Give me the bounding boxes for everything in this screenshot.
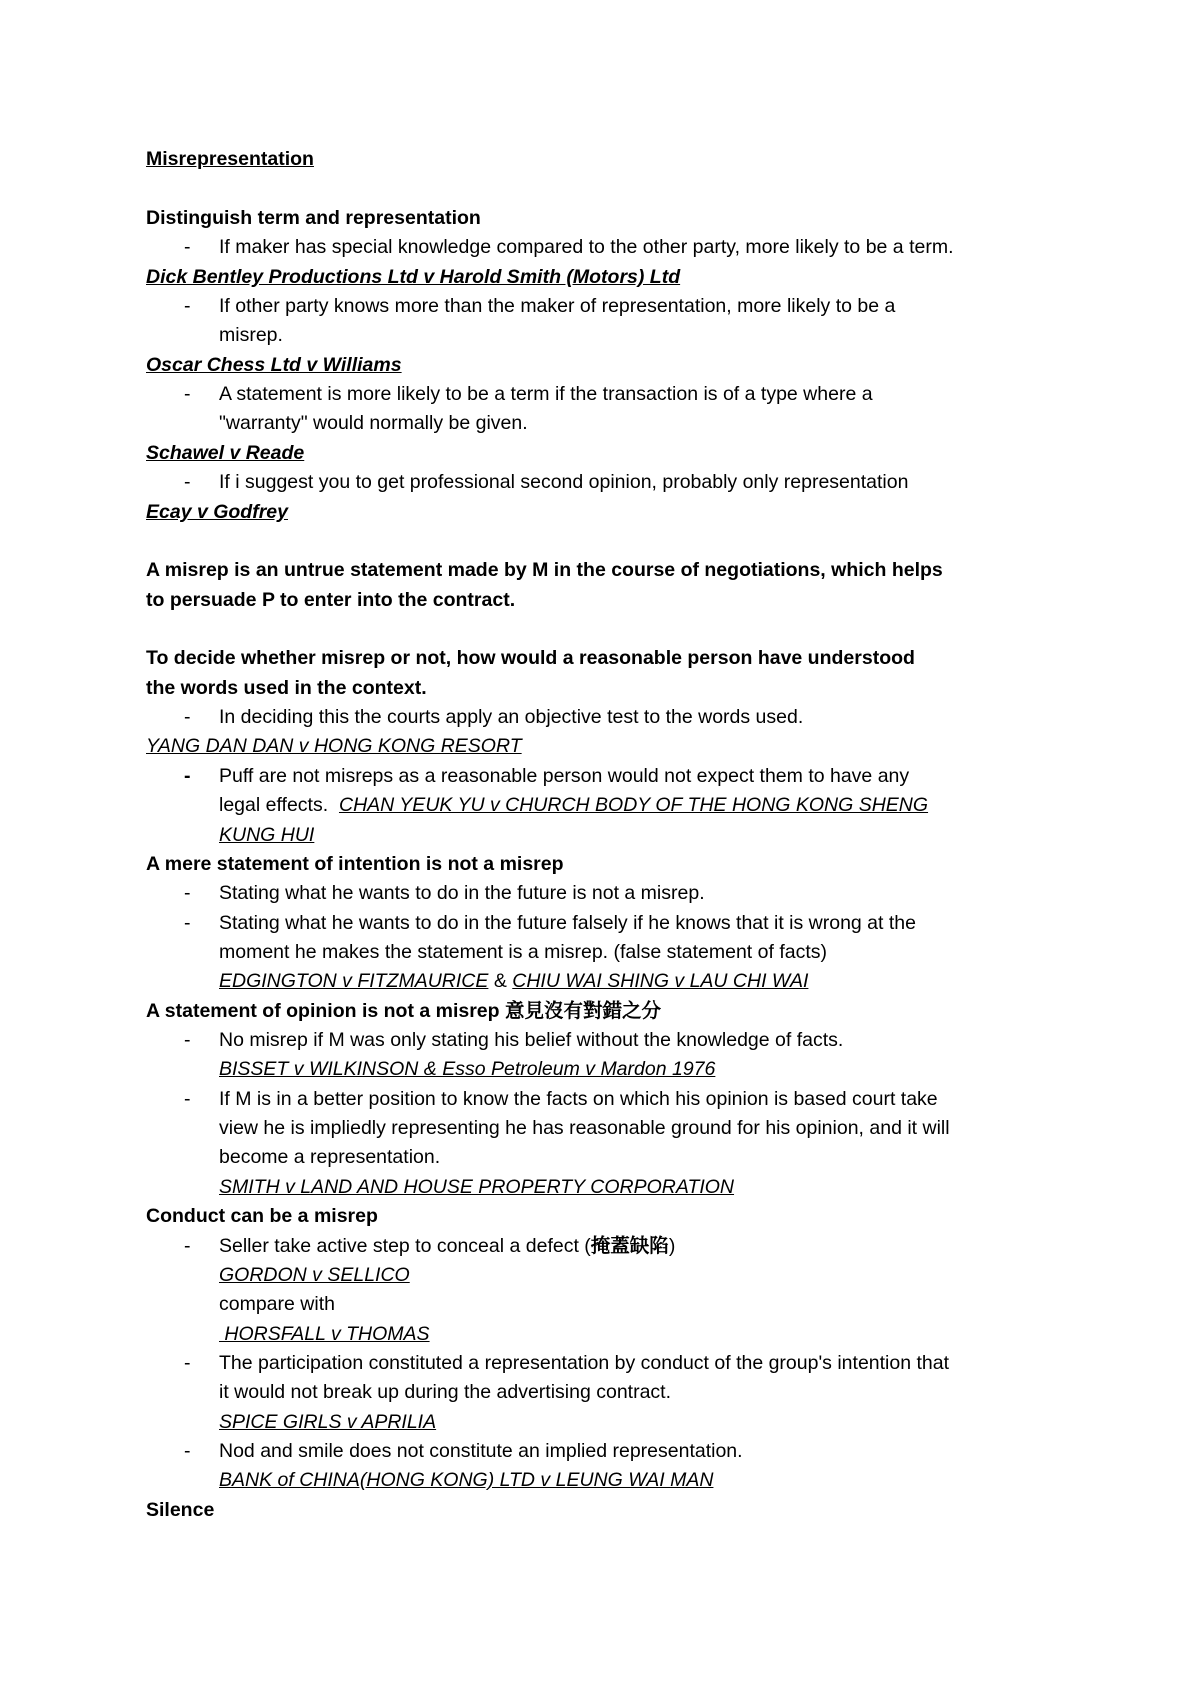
definition-line: A misrep is an untrue statement made by M in the course of negotiations, which helps [146,559,943,581]
case-citation: YANG DAN DAN v HONG KONG RESORT [146,735,522,757]
case-citation: SMITH v LAND AND HOUSE PROPERTY CORPORATION [219,1176,735,1198]
case-citation: BANK of CHINA(HONG KONG) LTD v LEUNG WAI MAN [219,1469,714,1491]
bullet-item: - Stating what he wants to do in the future is not a misrep. [184,882,705,904]
case-citation: Oscar Chess Ltd v Williams [146,354,402,376]
bullet-continuation: EDGINGTON v FITZMAURICE & CHIU WAI SHING v LAU CHI WAI [219,970,809,992]
bullet-item: - Seller take active step to conceal a defect (掩蓋缺陷) [184,1235,676,1257]
bullet-continuation [146,1260,1076,1290]
case-citation: GORDON v SELLICO [219,1264,410,1286]
section-heading-opinion: A statement of opinion is not a misrep 意見沒有對錯之分 [146,1000,661,1022]
bullet-continuation: compare with [219,1293,335,1315]
bullet-continuation: it would not break up during the advertising contract. [219,1381,672,1403]
section-heading-intention: A mere statement of intention is not a misrep [146,853,564,875]
case-citation: CHIU WAI SHING v LAU CHI WAI [512,970,809,992]
section-heading-conduct: Conduct can be a misrep [146,1205,378,1227]
bullet-continuation: legal effects. CHAN YEUK YU v CHURCH BODY OF THE HONG KONG SHENG [219,794,929,816]
bullet-item: - Nod and smile does not constitute an implied representation. [184,1440,743,1462]
bullet-continuation [146,1054,1076,1084]
page-title: Misrepresentation [146,148,314,170]
bullet-item: - Stating what he wants to do in the future falsely if he knows that it is wrong at the [184,912,916,934]
case-citation: Dick Bentley Productions Ltd v Harold Smith (Motors) Ltd [146,266,681,288]
bullet-item: - If maker has special knowledge compared to the other party, more likely to be a term. [184,236,954,258]
bullet-item: - If other party knows more than the maker of representation, more likely to be a [184,295,896,317]
section-heading-reasonable-person-cont: the words used in the context. [146,677,427,699]
section-heading-reasonable-person: To decide whether misrep or not, how would a reasonable person have understood [146,647,915,669]
case-citation: SPICE GIRLS v APRILIA [219,1411,437,1433]
definition-line: to persuade P to enter into the contract. [146,589,516,611]
case-citation: CHAN YEUK YU v CHURCH BODY OF THE HONG KONG SHENG [338,794,929,816]
bullet-continuation [146,1319,1076,1349]
case-citation: BISSET v WILKINSON & Esso Petroleum v Mardon 1976 [219,1058,716,1080]
section-heading-term-vs-representation: Distinguish term and representation [146,207,481,229]
bullet-item: - A statement is more likely to be a term if the transaction is of a type where a [184,383,873,405]
bullet-continuation [146,820,1076,850]
case-citation: Ecay v Godfrey [146,501,288,523]
bullet-continuation [146,1465,1076,1495]
section-heading-silence: Silence [146,1499,215,1521]
bullet-continuation: "warranty" would normally be given. [219,412,528,434]
bullet-continuation [146,1172,1076,1202]
bullet-continuation: become a representation. [219,1146,441,1168]
bullet-item: - No misrep if M was only stating his belief without the knowledge of facts. [184,1029,844,1051]
bullet-item: - The participation constituted a representation by conduct of the group's intention that [184,1352,950,1374]
bullet-continuation: moment he makes the statement is a misrep. (false statement of facts) [219,941,827,963]
case-citation: HORSFALL v THOMAS [219,1323,430,1345]
bullet-item: - Puff are not misreps as a reasonable person would not expect them to have any [184,765,910,787]
case-citation: KUNG HUI [219,824,315,846]
bullet-item: - In deciding this the courts apply an objective test to the words used. [184,706,804,728]
bullet-continuation: view he is impliedly representing he has reasonable ground for his opinion, and it will [219,1117,950,1139]
bullet-continuation [146,1407,1076,1437]
bullet-item: - If M is in a better position to know the facts on which his opinion is based court take [184,1088,938,1110]
bullet-item: - If i suggest you to get professional second opinion, probably only representation [184,471,909,493]
bullet-continuation: misrep. [219,324,283,346]
case-citation: Schawel v Reade [146,442,305,464]
case-citation: EDGINGTON v FITZMAURICE [219,970,489,992]
